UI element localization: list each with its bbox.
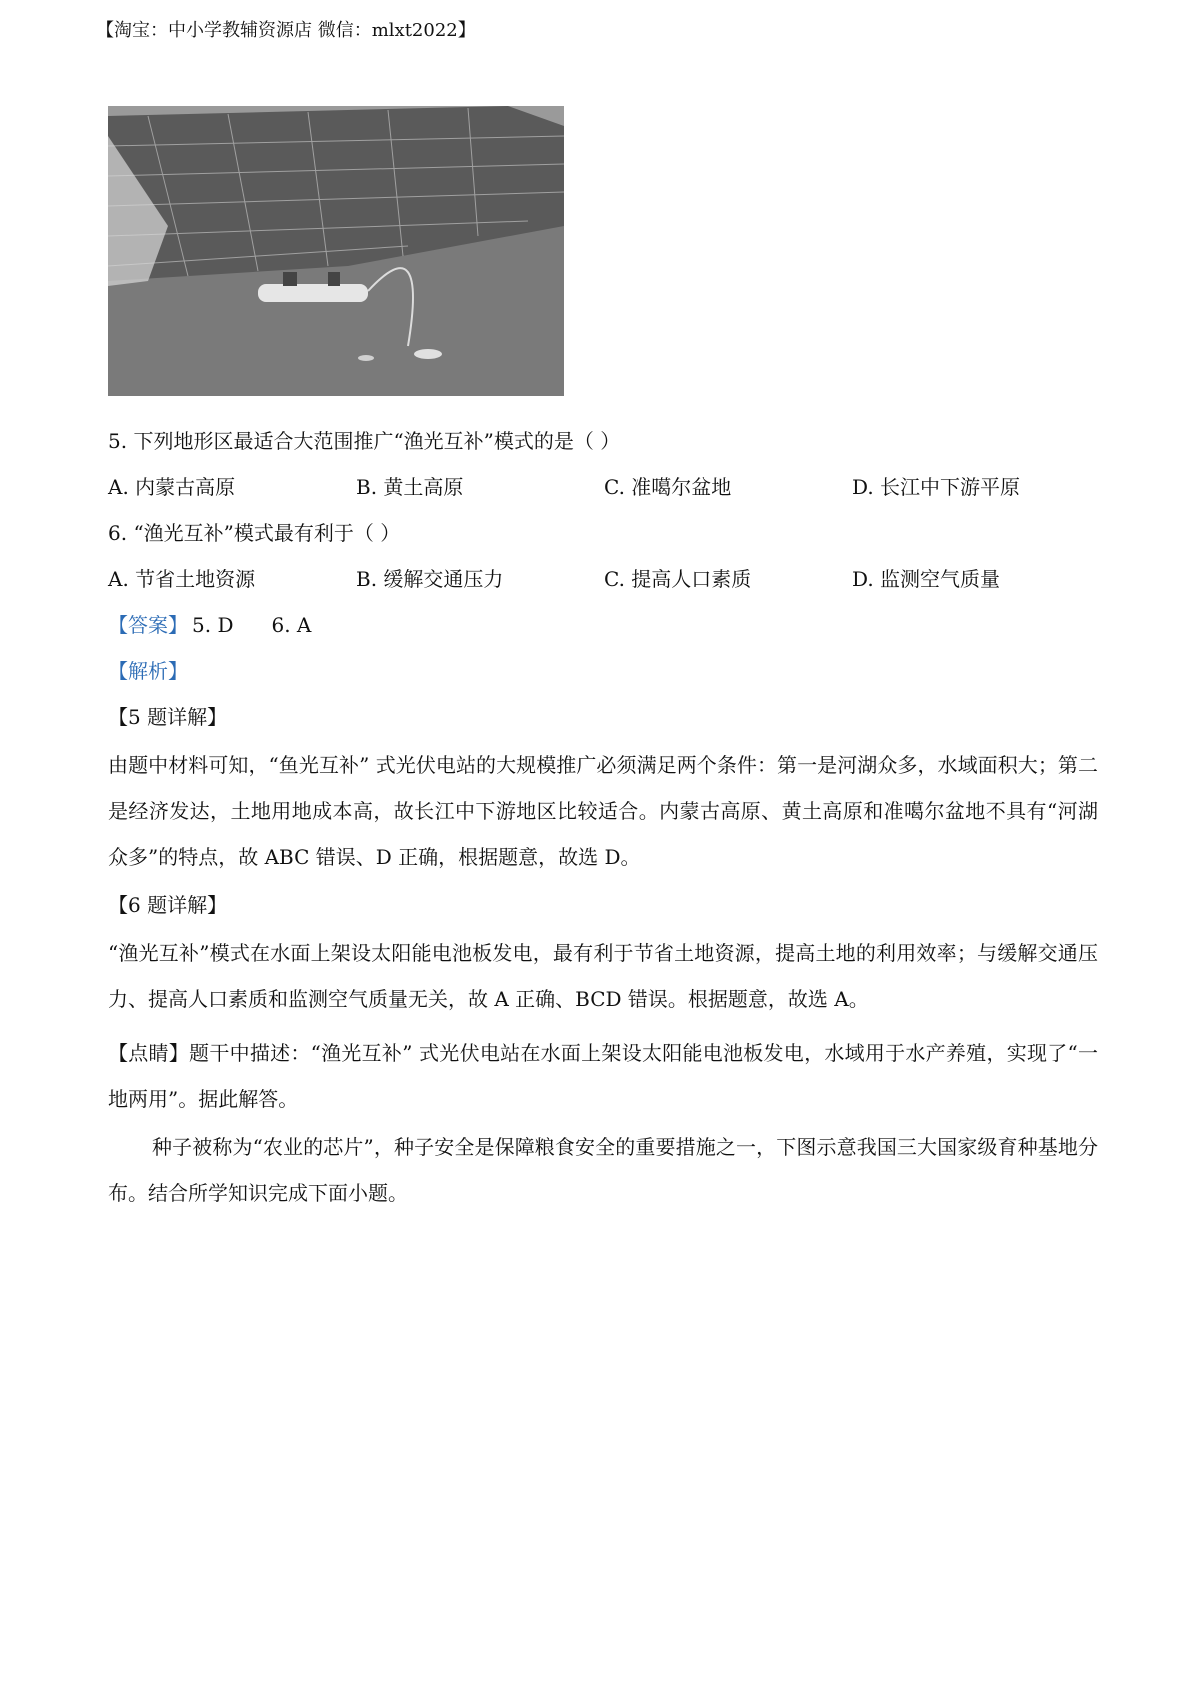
page-header: 【淘宝：中小学教辅资源店 微信：mlxt2022】 bbox=[96, 20, 476, 41]
detail-5-text: 由题中材料可知，“鱼光互补” 式光伏电站的大规模推广必须满足两个条件：第一是河湖众多，水域面积大；第二是经济发达，土地用地成本高，故长江中下游地区比较适合。内蒙古高原、黄土高原和准噶尔盆地不具有“河湖众多”的特点，故 ABC 错误、D 正确，根据题意，故选 D。 bbox=[108, 753, 1098, 869]
answer-line bbox=[108, 610, 311, 640]
q6-option-d: D. 监测空气质量 bbox=[852, 567, 1001, 591]
answer-6: 6. A bbox=[271, 613, 312, 637]
q6-option-c: C. 提高人口素质 bbox=[604, 567, 752, 591]
detail-6-label: 【6 题详解】 bbox=[108, 893, 228, 917]
analysis-label: 【解析】 bbox=[108, 659, 188, 683]
q5-option-d: D. 长江中下游平原 bbox=[852, 475, 1021, 499]
comment-text: 【点睛】题干中描述：“渔光互补” 式光伏电站在水面上架设太阳能电池板发电，水域用于水产养殖，实现了“一地两用”。据此解答。 bbox=[108, 1041, 1098, 1111]
answer-5: 5. D bbox=[192, 613, 234, 637]
q5-option-b: B. 黄土高原 bbox=[356, 475, 464, 499]
solar-fishery-photo bbox=[108, 106, 564, 396]
q6-option-a: A. 节省土地资源 bbox=[108, 567, 256, 591]
q5-option-a: A. 内蒙古高原 bbox=[108, 475, 236, 499]
answer-label: 【答案】 bbox=[108, 613, 188, 637]
question-6-stem: 6. “渔光互补”模式最有利于（ ） bbox=[108, 521, 401, 545]
solar-panels-on-water-image bbox=[108, 106, 564, 396]
detail-5-label: 【5 题详解】 bbox=[108, 705, 228, 729]
q6-option-b: B. 缓解交通压力 bbox=[356, 567, 504, 591]
q5-option-c: C. 准噶尔盆地 bbox=[604, 475, 732, 499]
next-material-text: 种子被称为“农业的芯片”，种子安全是保障粮食安全的重要措施之一，下图示意我国三大国家级育种基地分布。结合所学知识完成下面小题。 bbox=[108, 1135, 1098, 1205]
question-5-stem: 5. 下列地形区最适合大范围推广“渔光互补”模式的是（ ） bbox=[108, 429, 621, 453]
detail-6-text: “渔光互补”模式在水面上架设太阳能电池板发电，最有利于节省土地资源，提高土地的利用效率；与缓解交通压力、提高人口素质和监测空气质量无关，故 A 正确、BCD 错误。根据题意，故选 A。 bbox=[108, 941, 1098, 1011]
